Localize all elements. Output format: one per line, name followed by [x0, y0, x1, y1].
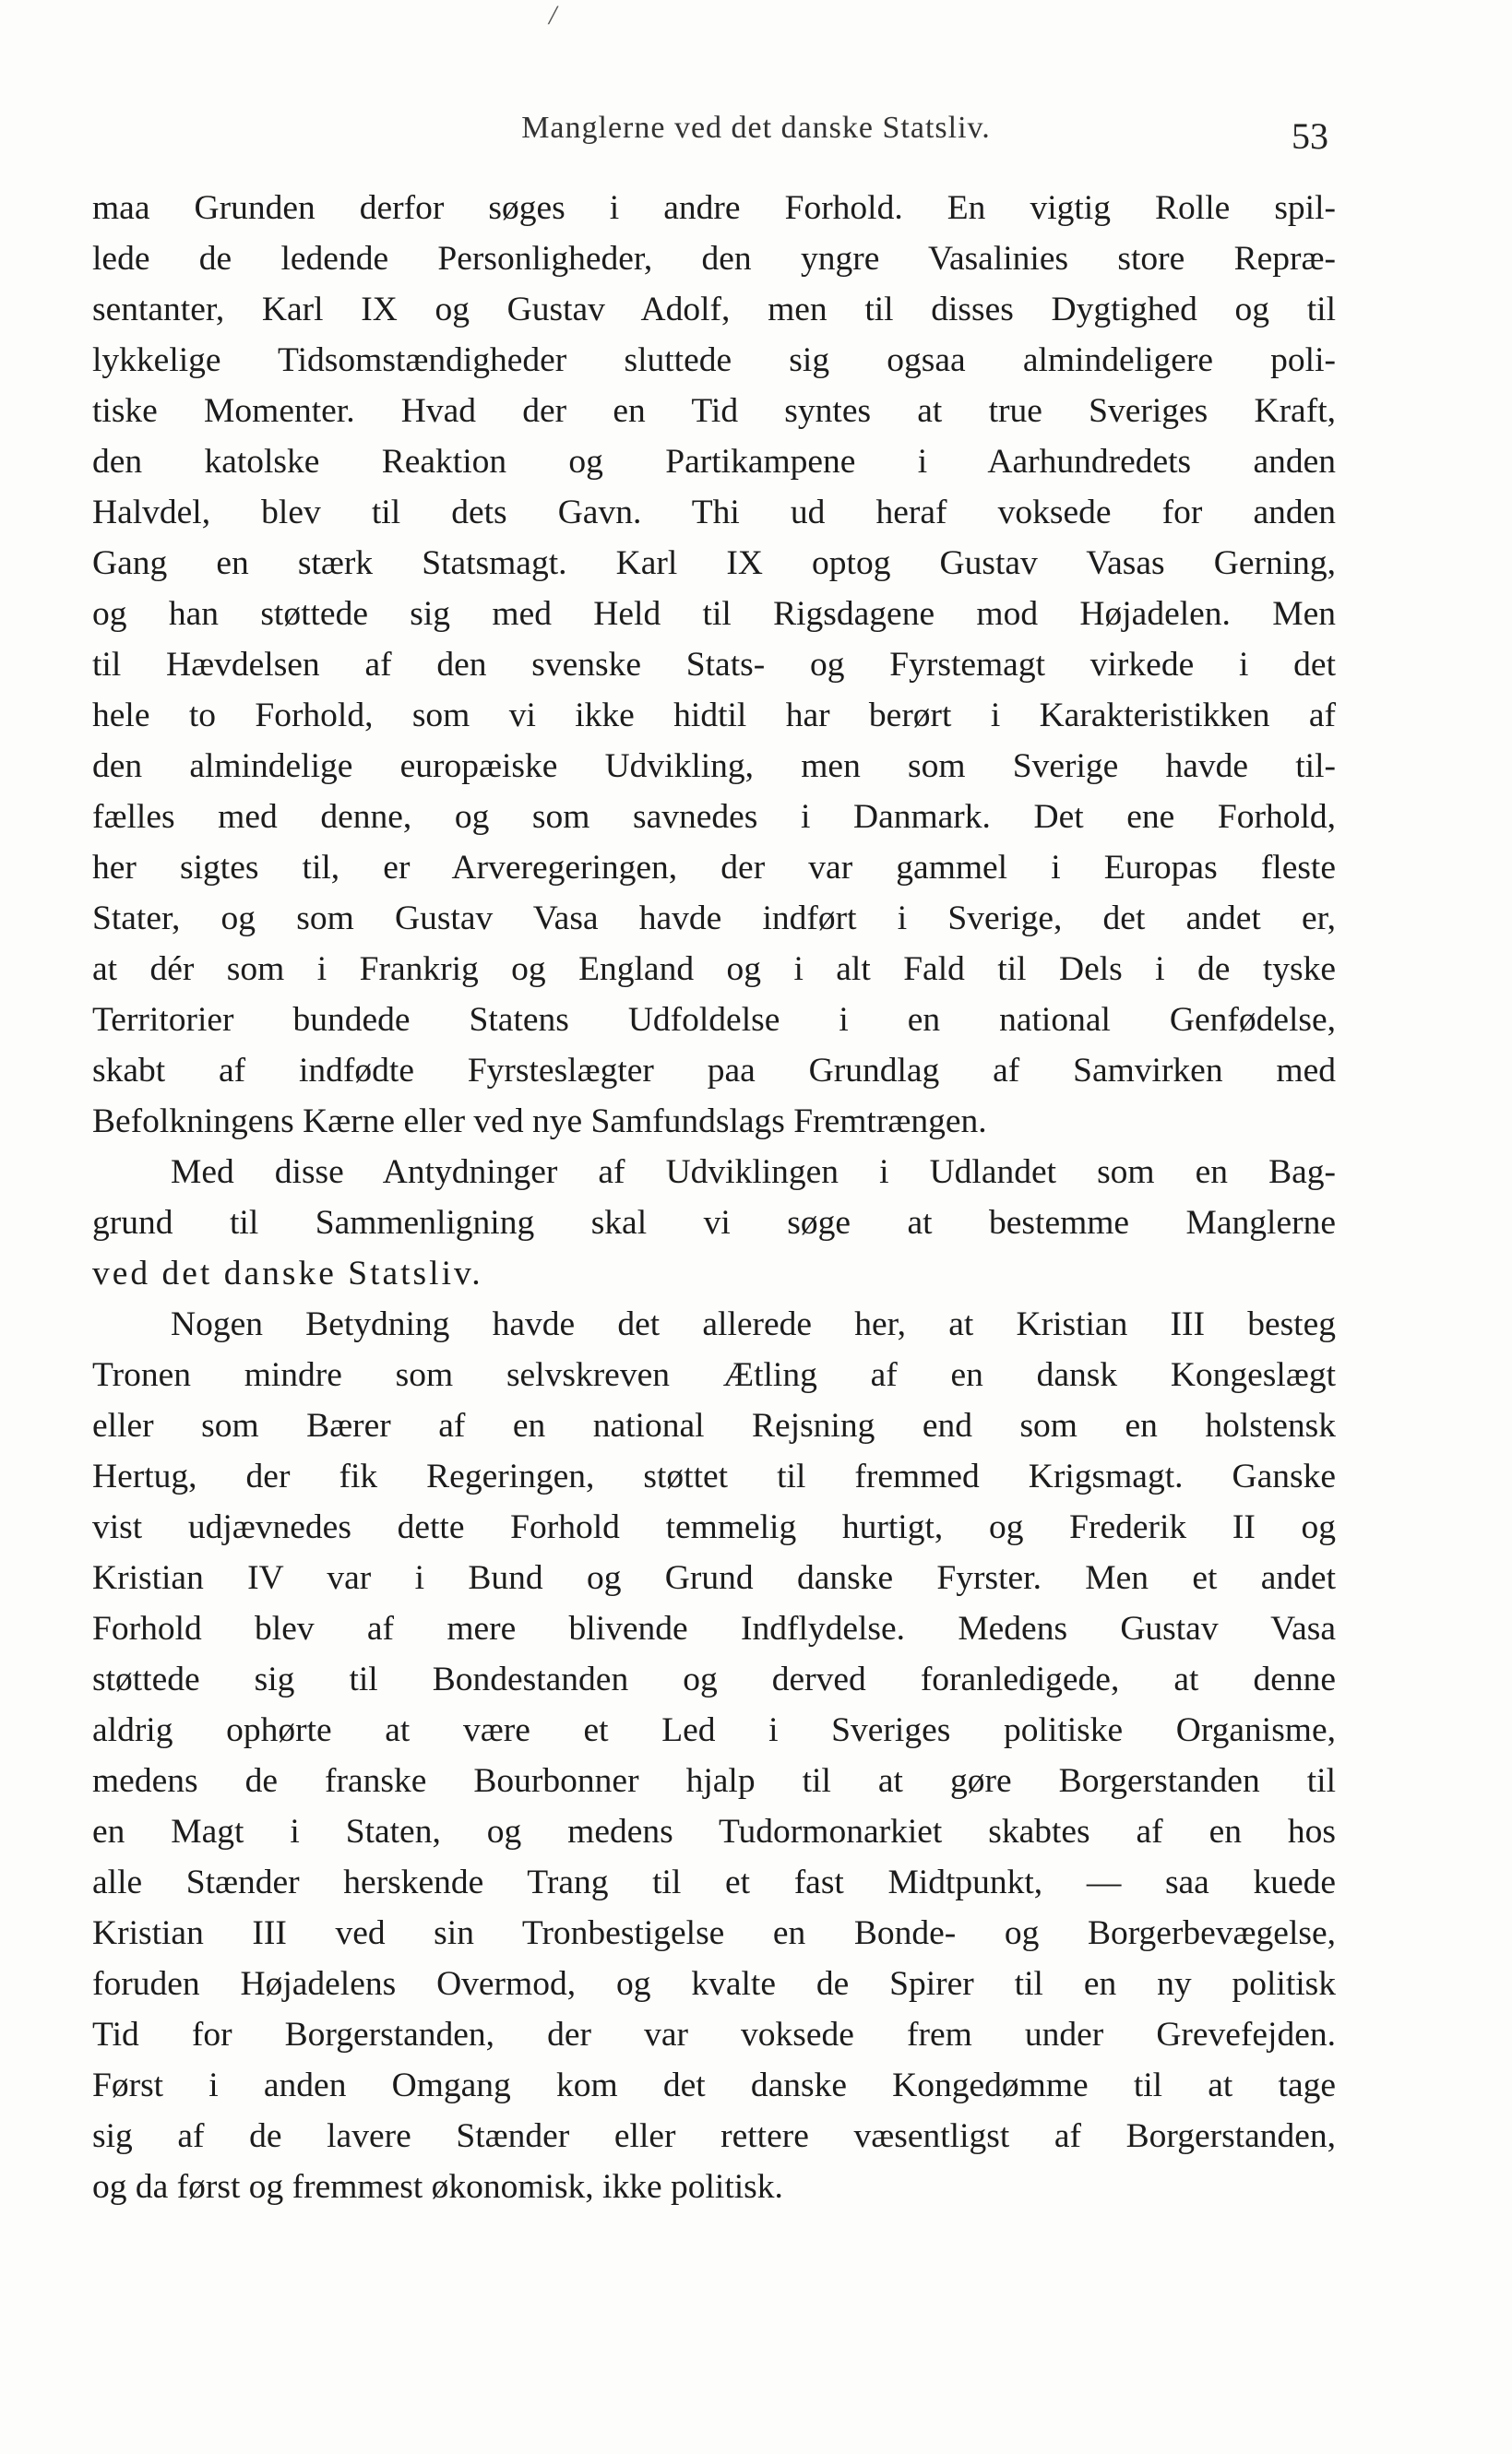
text-line: grund til Sammenligning skal vi søge at bestemme Manglerne: [92, 1204, 1336, 1242]
text-line: hele to Forhold, som vi ikke hidtil har berørt i Karakteristikken af: [92, 697, 1336, 734]
text-line: maa Grunden derfor søges i andre Forhold. En vigtig Rolle spil-: [92, 189, 1336, 227]
text-line: skabt af indfødte Fyrsteslægter paa Grundlag af Samvirken med: [92, 1052, 1336, 1090]
text-line: Først i anden Omgang kom det danske Kongedømme til at tage: [92, 2067, 1336, 2104]
text-line: foruden Højadelens Overmod, og kvalte de Spirer til en ny politisk: [92, 1965, 1336, 2003]
text-line: her sigtes til, er Arveregeringen, der var gammel i Europas fleste: [92, 849, 1336, 887]
text-line: den almindelige europæiske Udvikling, men som Sverige havde til-: [92, 747, 1336, 785]
text-line: sentanter, Karl IX og Gustav Adolf, men til disses Dygtighed og til: [92, 291, 1336, 328]
paragraph-start-line: Nogen Betydning havde det allerede her, at Kristian III besteg: [171, 1305, 1336, 1343]
page-number: 53: [1292, 115, 1328, 157]
text-line: eller som Bærer af en national Rejsning end som en holstensk: [92, 1407, 1336, 1445]
text-line: at dér som i Frankrig og England og i alt Fald til Dels i de tyske: [92, 950, 1336, 988]
text-line: Kristian III ved sin Tronbestigelse en Bonde- og Borgerbevægelse,: [92, 1914, 1336, 1952]
text-line: støttede sig til Bondestanden og derved foranledigede, at denne: [92, 1661, 1336, 1698]
text-line: vist udjævnedes dette Forhold temmelig hurtigt, og Frederik II og: [92, 1508, 1336, 1546]
text-line: en Magt i Staten, og medens Tudormonarkiet skabtes af en hos: [92, 1813, 1336, 1851]
text-line: Tid for Borgerstanden, der var voksede frem under Grevefejden.: [92, 2016, 1336, 2054]
text-line: Halvdel, blev til dets Gavn. Thi ud heraf voksede for anden: [92, 494, 1336, 531]
text-line: Stater, og som Gustav Vasa havde indført i Sverige, det andet er,: [92, 899, 1336, 937]
text-line: Forhold blev af mere blivende Indflydelse. Medens Gustav Vasa: [92, 1610, 1336, 1648]
text-line: den katolske Reaktion og Partikampene i Aarhundredets anden: [92, 443, 1336, 481]
text-line: og da først og fremmest økonomisk, ikke politisk.: [92, 2168, 783, 2206]
text-line: fælles med denne, og som savnedes i Danmark. Det ene Forhold,: [92, 798, 1336, 836]
body-text: [92, 183, 1336, 2212]
text-line: lykkelige Tidsomstændigheder sluttede sig ogsaa almindeligere poli-: [92, 341, 1336, 379]
running-head: Manglerne ved det danske Statsliv.: [521, 111, 991, 145]
text-line: aldrig ophørte at være et Led i Sveriges politiske Organisme,: [92, 1711, 1336, 1749]
stray-ink-mark: /: [549, 0, 557, 30]
text-line: til Hævdelsen af den svenske Stats- og Fyrstemagt virkede i det: [92, 646, 1336, 684]
text-line: Tronen mindre som selvskreven Ætling af en dansk Kongeslægt: [92, 1356, 1336, 1394]
text-line: sig af de lavere Stænder eller rettere væsentligst af Borgerstanden,: [92, 2117, 1336, 2155]
text-line: ved det danske Statsliv.: [92, 1255, 483, 1293]
text-line: lede de ledende Personligheder, den yngre Vasalinies store Repræ-: [92, 240, 1336, 278]
text-line: medens de franske Bourbonner hjalp til at gøre Borgerstanden til: [92, 1762, 1336, 1800]
text-line: Befolkningens Kærne eller ved nye Samfundslags Fremtrængen.: [92, 1102, 987, 1140]
text-line: Hertug, der fik Regeringen, støttet til fremmed Krigsmagt. Ganske: [92, 1458, 1336, 1495]
text-line: tiske Momenter. Hvad der en Tid syntes at true Sveriges Kraft,: [92, 392, 1336, 430]
text-line: Kristian IV var i Bund og Grund danske Fyrster. Men et andet: [92, 1559, 1336, 1597]
paragraph-start-line: Med disse Antydninger af Udviklingen i Udlandet som en Bag-: [171, 1153, 1336, 1191]
text-line: alle Stænder herskende Trang til et fast Midtpunkt, — saa kuede: [92, 1864, 1336, 1901]
text-line: Territorier bundede Statens Udfoldelse i en national Genfødelse,: [92, 1001, 1336, 1039]
text-line: Gang en stærk Statsmagt. Karl IX optog Gustav Vasas Gerning,: [92, 544, 1336, 582]
text-line: og han støttede sig med Held til Rigsdagene mod Højadelen. Men: [92, 595, 1336, 633]
